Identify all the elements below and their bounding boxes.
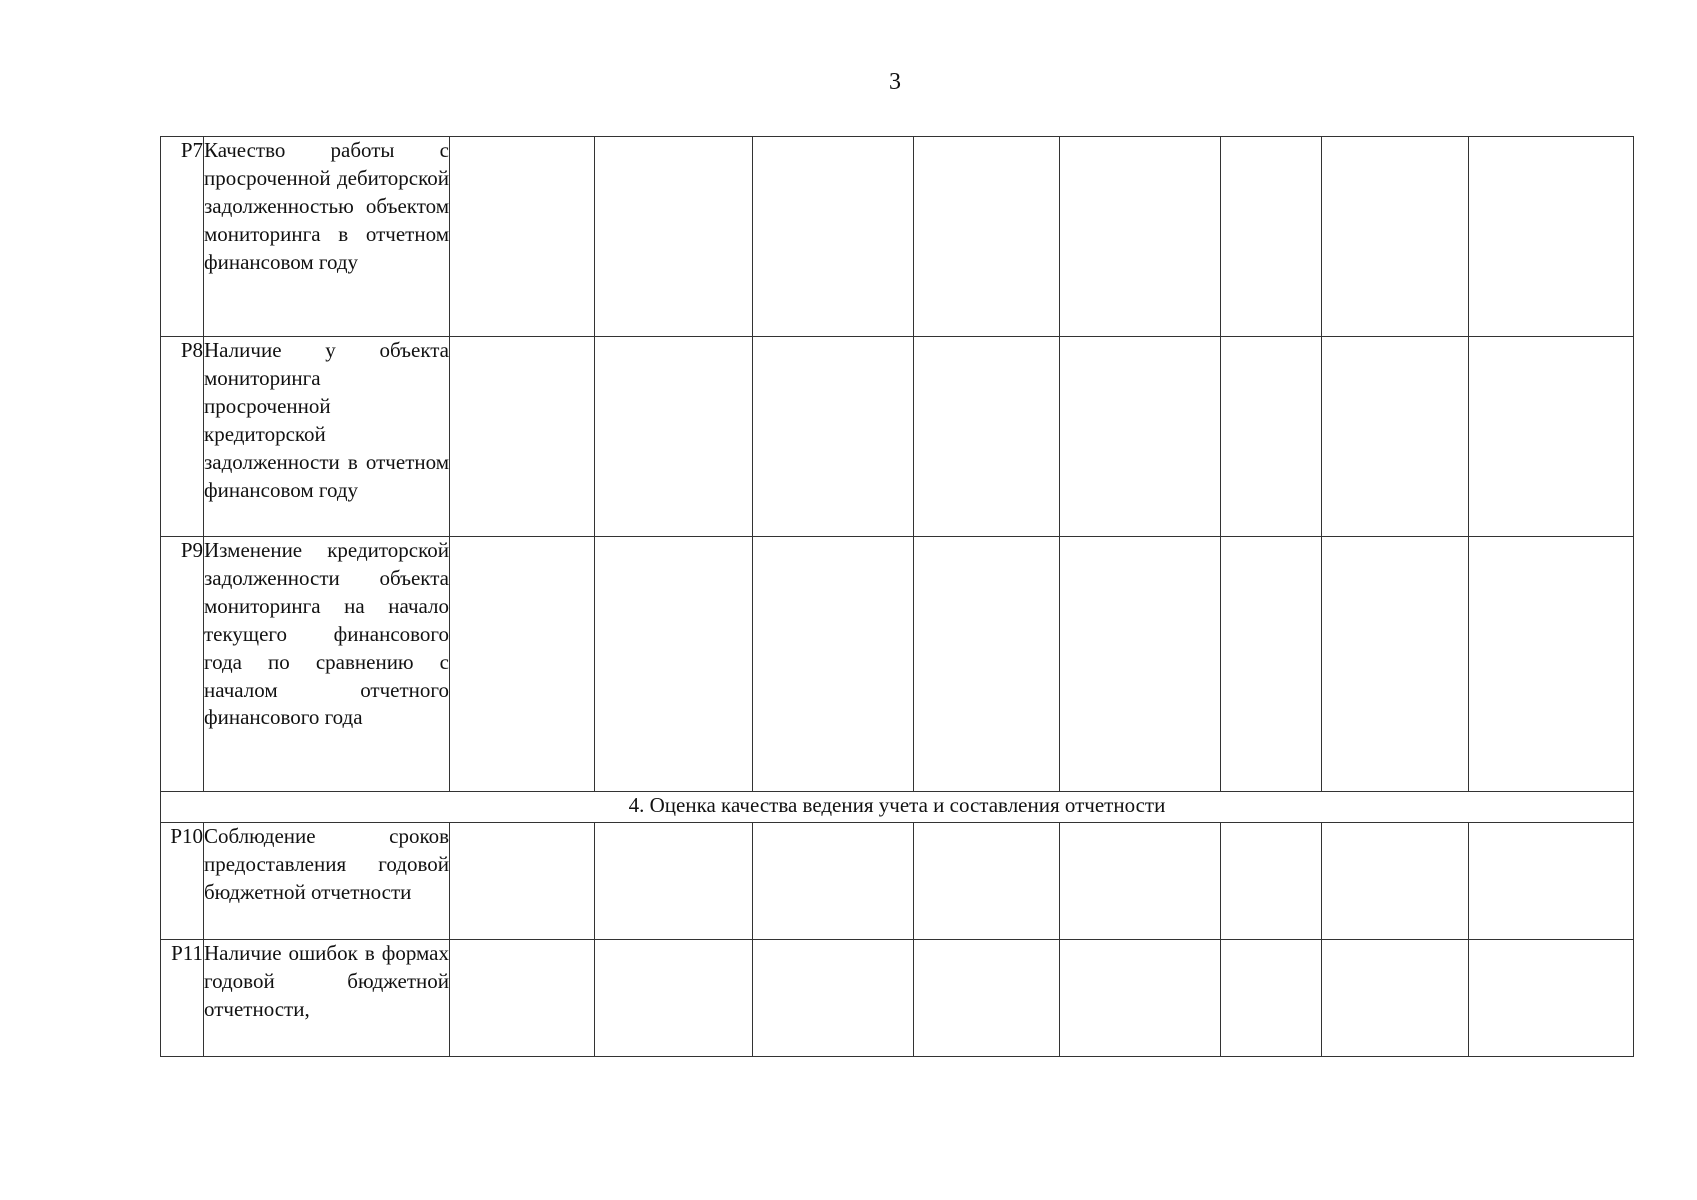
- table-row: [161, 137, 1634, 337]
- evaluation-table: [160, 136, 1634, 1057]
- row-indicator-name: Качество работы с просроченной дебиторской задолженностью объектом мониторинга в отчетном финансовом году: [204, 137, 450, 337]
- table-row: [161, 940, 1634, 1057]
- empty-cell[interactable]: [1469, 337, 1634, 537]
- empty-cell[interactable]: [753, 823, 914, 940]
- empty-cell[interactable]: [450, 940, 595, 1057]
- empty-cell[interactable]: [1221, 337, 1322, 537]
- row-code: Р9: [161, 537, 204, 792]
- empty-cell[interactable]: [1469, 137, 1634, 337]
- empty-cell[interactable]: [595, 137, 753, 337]
- empty-cell[interactable]: [1221, 823, 1322, 940]
- empty-cell[interactable]: [1469, 537, 1634, 792]
- empty-cell[interactable]: [753, 940, 914, 1057]
- table-row: [161, 537, 1634, 792]
- empty-cell[interactable]: [1060, 823, 1221, 940]
- row-indicator-name: Наличие ошибок в формах годовой бюджетной отчетности,: [204, 940, 450, 1057]
- empty-cell[interactable]: [914, 940, 1060, 1057]
- section-row: [161, 792, 1634, 823]
- row-code: Р7: [161, 137, 204, 337]
- table-row: [161, 337, 1634, 537]
- empty-cell[interactable]: [1221, 137, 1322, 337]
- section-title: 4. Оценка качества ведения учета и составления отчетности: [161, 792, 1634, 823]
- empty-cell[interactable]: [1060, 537, 1221, 792]
- row-code: Р10: [161, 823, 204, 940]
- empty-cell[interactable]: [450, 337, 595, 537]
- empty-cell[interactable]: [914, 137, 1060, 337]
- empty-cell[interactable]: [1060, 137, 1221, 337]
- empty-cell[interactable]: [450, 137, 595, 337]
- empty-cell[interactable]: [595, 337, 753, 537]
- empty-cell[interactable]: [914, 337, 1060, 537]
- empty-cell[interactable]: [914, 823, 1060, 940]
- empty-cell[interactable]: [450, 537, 595, 792]
- empty-cell[interactable]: [595, 823, 753, 940]
- row-indicator-name: Наличие у объекта мониторинга просроченной кредиторской задолженности в отчетном финансовом году: [204, 337, 450, 537]
- empty-cell[interactable]: [1322, 337, 1469, 537]
- empty-cell[interactable]: [1060, 337, 1221, 537]
- row-code: Р8: [161, 337, 204, 537]
- empty-cell[interactable]: [450, 823, 595, 940]
- empty-cell[interactable]: [753, 537, 914, 792]
- row-indicator-name: Соблюдение сроков предоставления годовой бюджетной отчетности: [204, 823, 450, 940]
- row-indicator-name: Изменение кредиторской задолженности объекта мониторинга на начало текущего финансового года по сравнению с началом отчетного финансового года: [204, 537, 450, 792]
- table-row: [161, 823, 1634, 940]
- empty-cell[interactable]: [1060, 940, 1221, 1057]
- page-number: 3: [889, 69, 901, 95]
- empty-cell[interactable]: [914, 537, 1060, 792]
- empty-cell[interactable]: [1322, 940, 1469, 1057]
- empty-cell[interactable]: [1221, 537, 1322, 792]
- empty-cell[interactable]: [595, 940, 753, 1057]
- empty-cell[interactable]: [1322, 823, 1469, 940]
- empty-cell[interactable]: [1469, 940, 1634, 1057]
- empty-cell[interactable]: [1322, 137, 1469, 337]
- empty-cell[interactable]: [753, 137, 914, 337]
- empty-cell[interactable]: [1469, 823, 1634, 940]
- empty-cell[interactable]: [1221, 940, 1322, 1057]
- row-code: Р11: [161, 940, 204, 1057]
- empty-cell[interactable]: [753, 337, 914, 537]
- empty-cell[interactable]: [1322, 537, 1469, 792]
- empty-cell[interactable]: [595, 537, 753, 792]
